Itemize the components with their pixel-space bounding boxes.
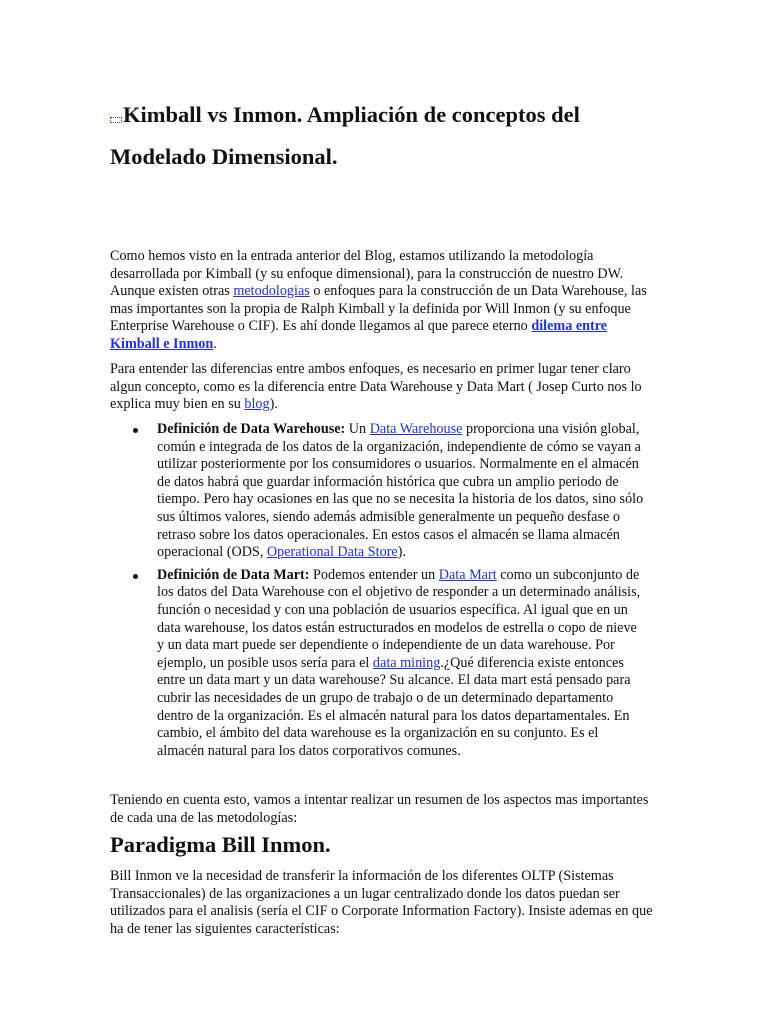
definition-text: proporciona una visión global, común e integrada de los datos de la organización, independiente de cómo se vayan a utilizar posteriormente por los consumidores o usuarios. Normalmente en el almacén de datos habrá que guardar información histórica que cubra un amplio periodo de tiempo. Pero hay ocasiones en las que no se necesita la historia de los datos, sino sólo sus últimos valores, siendo además admisible generalmente un pequeño desfase o retraso sobre los datos operacionales. En estos casos el almacén se llama almacén operacional (ODS,	[157, 421, 644, 561]
title-line-1: Kimball vs Inmon. Ampliación de conceptos del	[123, 102, 580, 127]
link-data-mart[interactable]: Data Mart	[438, 566, 497, 583]
paragraph-concepts	[110, 361, 658, 414]
definition-text: Podemos entender un	[309, 566, 439, 583]
bullet-dot-icon	[133, 574, 138, 579]
paragraph-text: Como hemos visto en la entrada anterior del Blog, estamos utilizando la metodología desarrollada por Kimball (y su enfoque dimensional), para la construcción de nuestro DW. Aunque existen otras	[110, 248, 624, 300]
definition-text: Un	[345, 421, 370, 437]
section-heading-inmon: Paradigma Bill Inmon.	[110, 832, 331, 857]
definition-text: .¿Qué diferencia existe entonces entre un data mart y un data warehouse? Su alcance. El data mart está pensado para cubrir las necesidades de un grupo de trabajo o de un determinado departamento dentro de la organización. Es el almacén natural para los datos departamentales. En cambio, el ámbito del data warehouse es la organización en su conjunto. Es el almacén natural para los datos corporativos comunes.	[157, 654, 631, 759]
definitions-list	[110, 421, 662, 765]
definition-term: Definición de Data Mart:	[157, 566, 310, 583]
page-title	[110, 94, 650, 178]
paragraph-text: o enfoques para la construcción de un Data Warehouse, las mas importantes son la propia de Ralph Kimball y la definida por Will Inmon (y su enfoque Enterprise Warehouse o CIF). Es ahí donde llegamos al que parece eterno	[110, 283, 647, 335]
link-dilema-kimball-inmon[interactable]: dilema entre Kimball e Inmon	[110, 318, 608, 352]
link-data-warehouse[interactable]: Data Warehouse	[369, 421, 463, 437]
paragraph-text: .	[213, 335, 217, 352]
list-item-data-warehouse	[110, 421, 645, 562]
paragraph-inmon: Bill Inmon ve la necesidad de transferir la información de los diferentes OLTP (Sistemas Transaccionales) de las organizaciones a un lugar centralizado donde los datos puedan ser utilizados para el analisis (sería el CIF o Corporate Information Factory). Insiste ademas en que ha de tener las siguientes características:	[110, 868, 653, 937]
definition-text: como un subconjunto de los datos del Data Warehouse con el objetivo de responder a un determinado análisis, función o necesidad y con una población de usuarios específica. Al igual que en un data warehouse, los datos están estructurados en modelos de estrella o copo de nieve y un data mart puede ser dependiente o independiente de un data warehouse. Por ejemplo, un posible usos sería para el	[157, 566, 641, 671]
link-data-mining[interactable]: data mining	[372, 654, 441, 671]
paragraph-intro	[110, 248, 655, 354]
definition-term: Definición de Data Warehouse:	[157, 421, 346, 437]
link-metodologias[interactable]: metodologias	[233, 283, 310, 300]
link-blog[interactable]: blog	[244, 396, 270, 413]
paragraph-text: ).	[269, 396, 278, 413]
title-line-2: Modelado Dimensional.	[110, 144, 338, 169]
paragraph-text: Para entender las diferencias entre ambos enfoques, es necesario en primer lugar tener claro algun concepto, como es la diferencia entre Data Warehouse y Data Mart ( Josep Curto nos lo explica muy bien en su	[110, 361, 642, 413]
definition-text: ).	[397, 544, 406, 561]
link-operational-data-store[interactable]: Operational Data Store	[266, 544, 398, 561]
bullet-dot-icon	[133, 428, 138, 433]
anchor-link-icon[interactable]	[110, 117, 122, 123]
list-item-data-mart	[110, 567, 645, 761]
paragraph-summary-intro: Teniendo en cuenta esto, vamos a intentar realizar un resumen de los aspectos mas importantes de cada una de las metodologías:	[110, 792, 649, 826]
